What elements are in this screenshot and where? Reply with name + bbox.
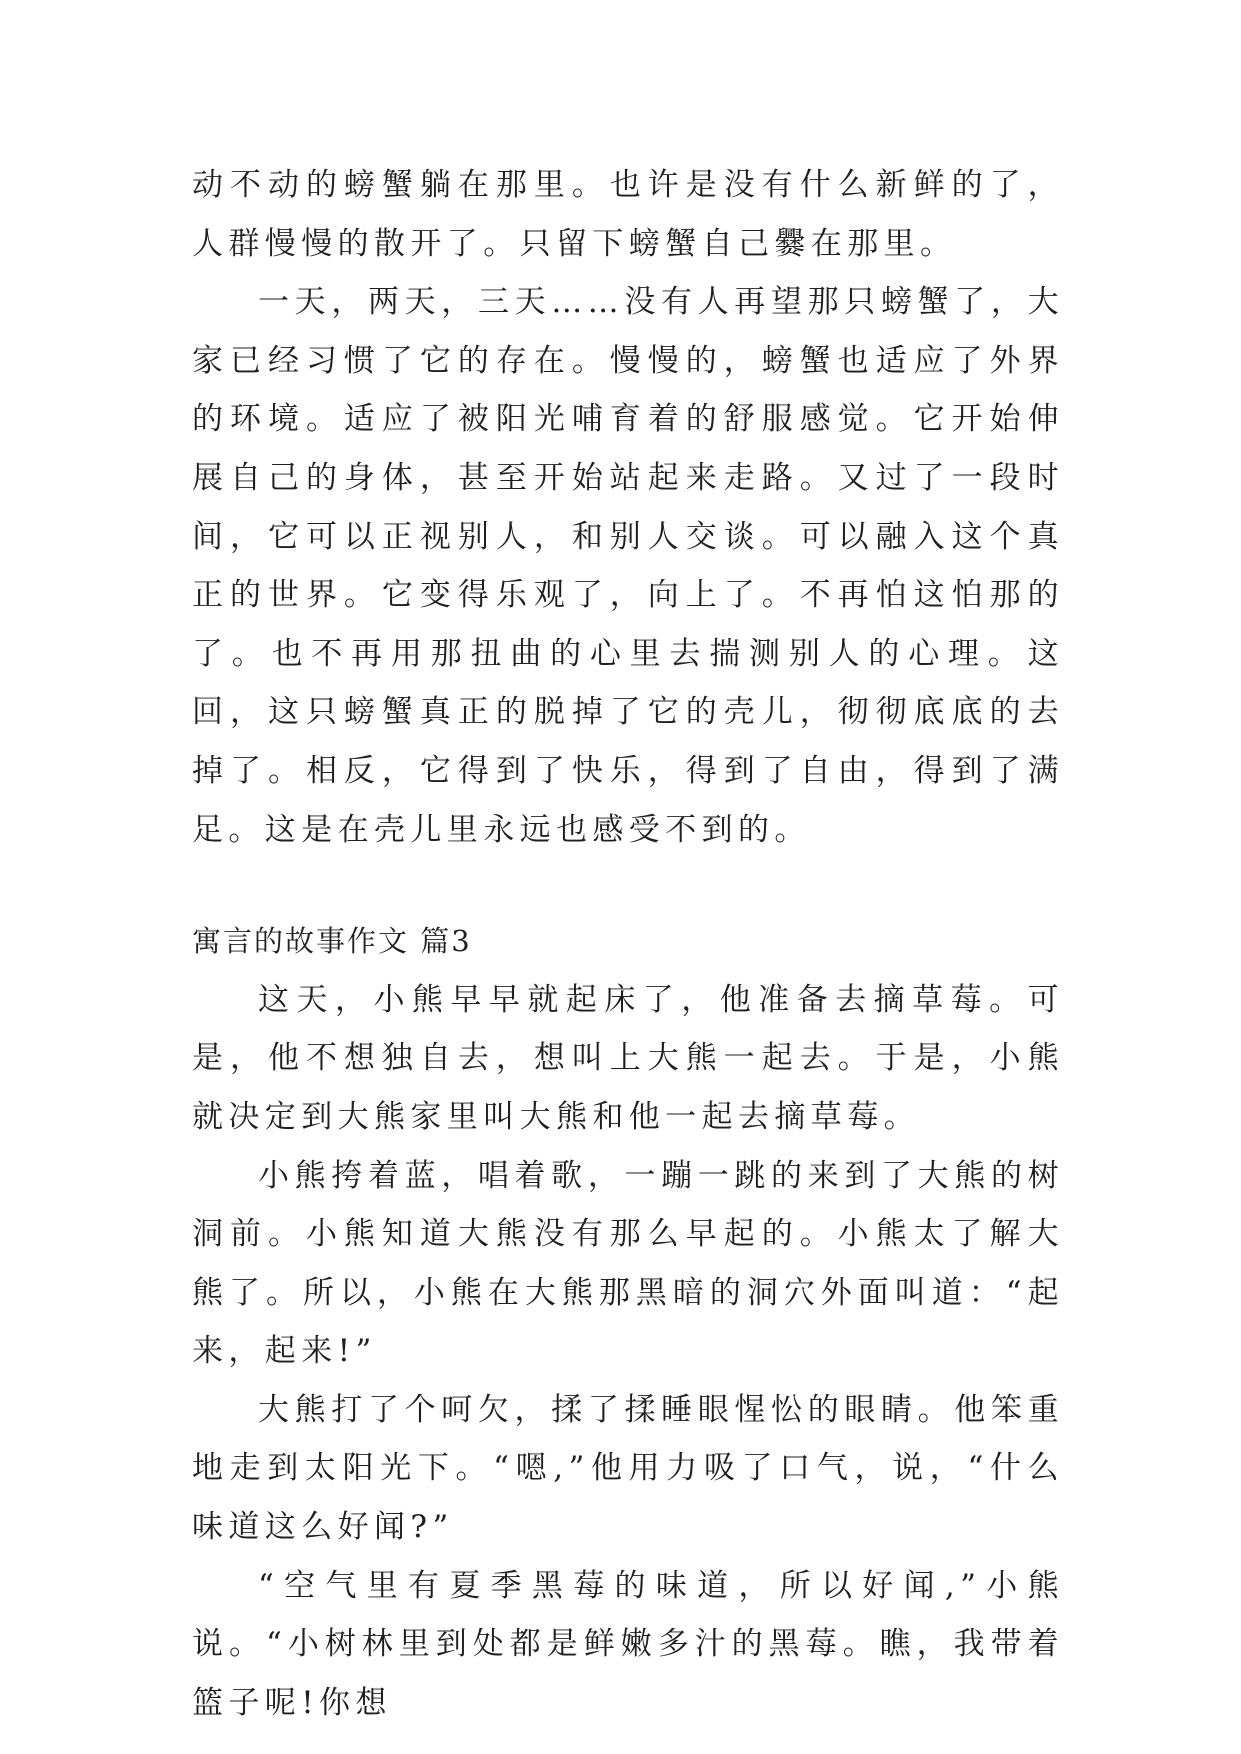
paragraph-big-bear-wakes: 大熊打了个呵欠，揉了揉睡眼惺忪的眼睛。他笨重地走到太阳光下。“嗯,”他用力吸了口气，说，“什么味道这么好闻?” [192, 1391, 1064, 1546]
paragraph-crab-transformation: 一天，两天，三天……没有人再望那只螃蟹了，大家已经习惯了它的存在。慢慢的，螃蟹也适应了外界的环境。适应了被阳光哺育着的舒服感觉。它开始伸展自己的身体，甚至开始站起来走路。又过了一段时间，它可以正视别人，和别人交谈。可以融入这个真正的世界。它变得乐观了，向上了。不再怕这怕那的了。也不再用那扭曲的心里去揣测别人的心理。这回，这只螃蟹真正的脱掉了它的壳儿，彻彻底底的去掉了。相反，它得到了快乐，得到了自由，得到了满足。这是在壳儿里永远也感受不到的。 [192, 284, 1064, 848]
document-page [192, 156, 1064, 1732]
section-heading: 寓言的故事作文 篇3 [192, 924, 472, 959]
paragraph-blackberry-smell: “空气里有夏季黑莓的味道，所以好闻,”小熊说。“小树林里到处都是鲜嫩多汁的黑莓。瞧，我带着篮子呢!你想 [192, 1567, 1064, 1721]
paragraph-crab-ending: 动不动的螃蟹躺在那里。也许是没有什么新鲜的了，人群慢慢的散开了。只留下螃蟹自己爨在那里。 [192, 167, 1064, 262]
paragraph-little-bear-morning: 这天，小熊早早就起床了，他准备去摘草莓。可是，他不想独自去，想叫上大熊一起去。于是，小熊就决定到大熊家里叫大熊和他一起去摘草莓。 [192, 981, 1064, 1135]
paragraph-little-bear-at-cave: 小熊挎着蓝，唱着歌，一蹦一跳的来到了大熊的树洞前。小熊知道大熊没有那么早起的。小熊太了解大熊了。所以，小熊在大熊那黑暗的洞穴外面叫道：“起来，起来!” [192, 1157, 1064, 1370]
